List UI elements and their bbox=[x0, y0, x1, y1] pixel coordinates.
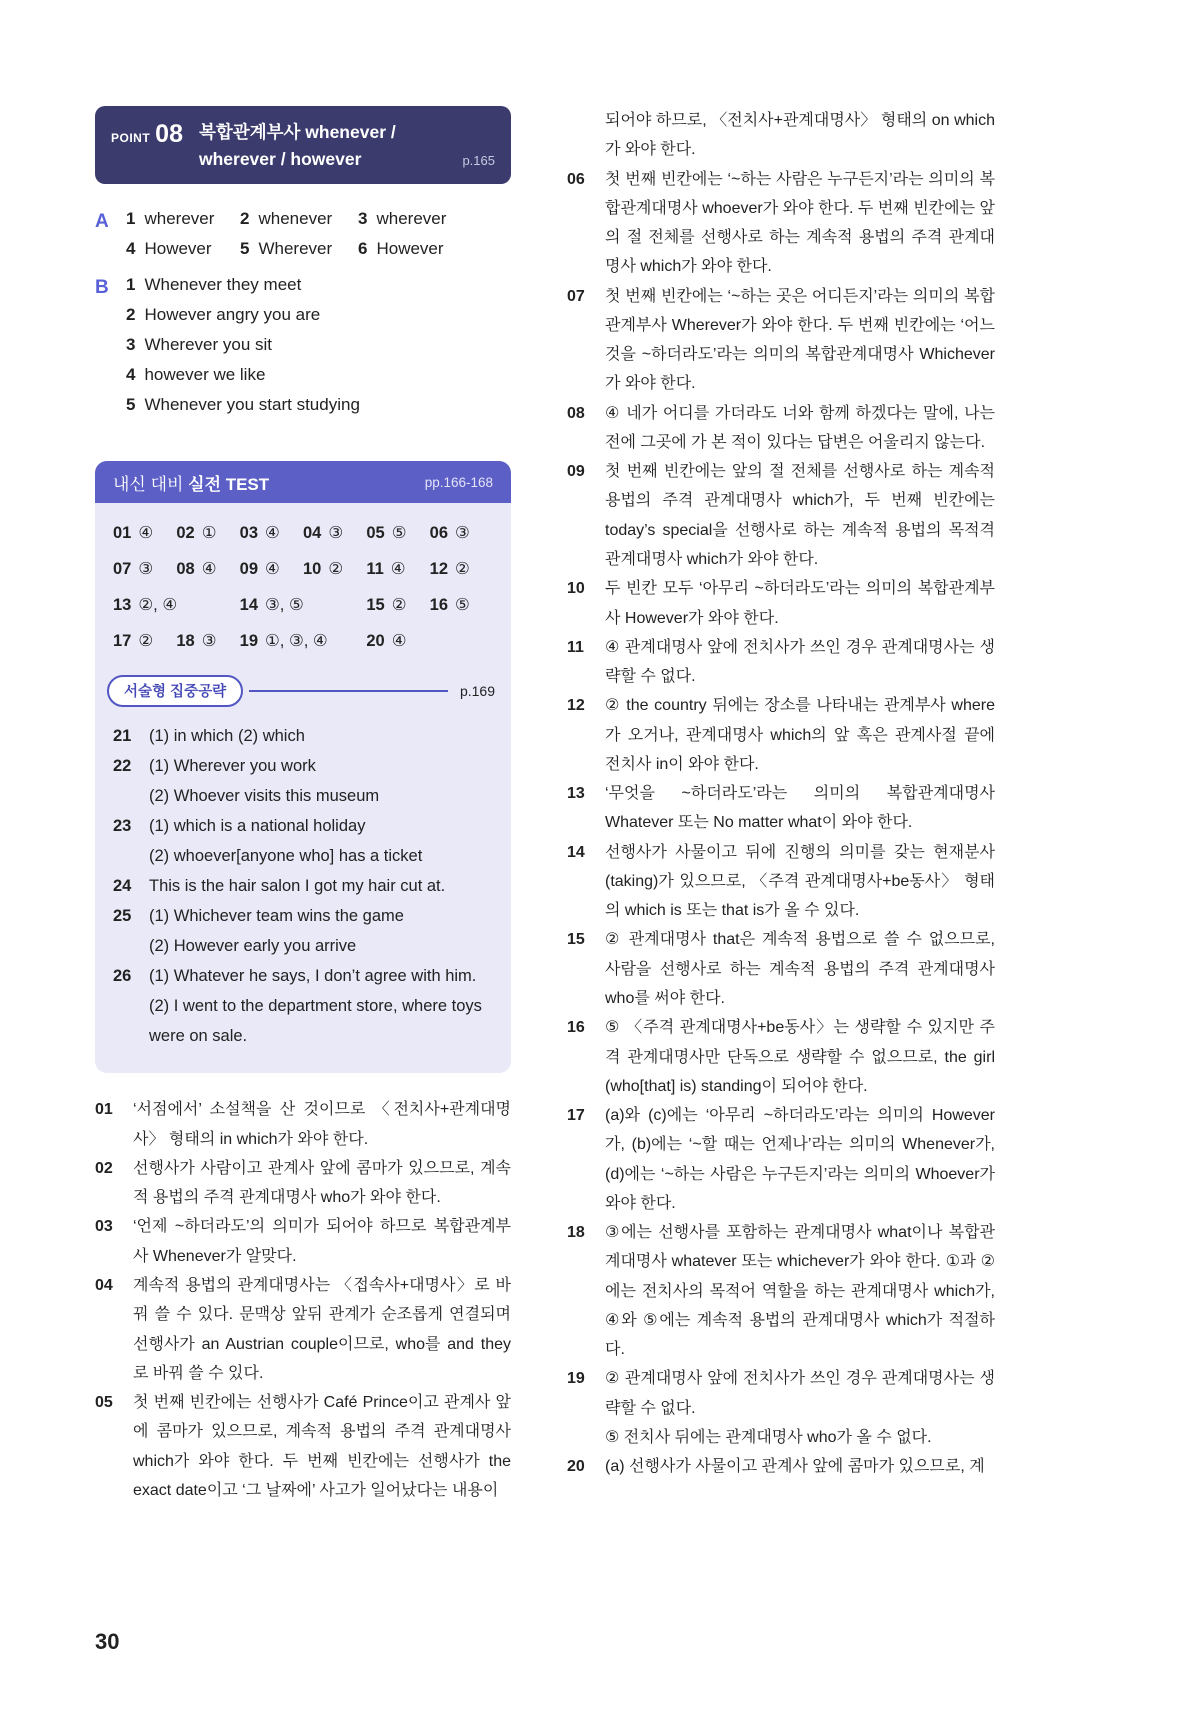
answer-text: Wherever bbox=[258, 239, 333, 259]
explanation-item bbox=[567, 838, 995, 926]
essay-answer-item bbox=[113, 811, 493, 871]
essay-answer-item bbox=[113, 961, 493, 1051]
answer-item bbox=[126, 365, 360, 385]
essay-answer-number: 25 bbox=[113, 907, 132, 926]
explanation-text: (a) 선행사가 사물이고 관계사 앞에 콤마가 있으므로, 계 bbox=[605, 1458, 985, 1476]
explanation-item bbox=[95, 1212, 511, 1271]
exam-test-header bbox=[95, 461, 511, 503]
exam-test-box bbox=[95, 461, 511, 1073]
answer-item bbox=[126, 275, 360, 295]
point-title-line1: 복합관계부사 whenever / bbox=[198, 122, 396, 142]
explanation-item bbox=[567, 691, 995, 779]
explanation-text: ⑤ 〈주격 관계대명사+be동사〉는 생략할 수 있지만 주격 관계대명사만 단독으로 생략할 수 없으므로, the girl (who[that] is) standing이 되어야 한다. bbox=[605, 1019, 995, 1095]
essay-answers bbox=[95, 719, 511, 1073]
explanation-number: 03 bbox=[95, 1218, 113, 1236]
explanation-text: 계속적 용법의 관계대명사는 〈접속사+대명사〉로 바꿔 쓸 수 있다. 문맥상 앞뒤 관계가 순조롭게 연결되며 선행사가 an Austrian couple이므로, who를 and they로 바꿔 쓸 수 있다. bbox=[133, 1277, 511, 1382]
answer-number: 6 bbox=[358, 239, 368, 259]
section-a-answers bbox=[126, 209, 480, 259]
answer-number: 3 bbox=[126, 335, 136, 355]
explanation-number: 18 bbox=[567, 1224, 585, 1242]
explanations-right bbox=[567, 106, 995, 1481]
explanation-number: 10 bbox=[567, 580, 585, 598]
point-header bbox=[95, 106, 511, 184]
answer-grid bbox=[95, 503, 511, 657]
explanation-item bbox=[95, 1095, 511, 1154]
answer-text: Whenever they meet bbox=[144, 275, 302, 295]
essay-answer-item bbox=[113, 871, 493, 901]
answer-number: 2 bbox=[240, 209, 250, 229]
explanation-item bbox=[567, 1364, 995, 1452]
explanation-text: ② 관계대명사 앞에 전치사가 쓰인 경우 관계대명사는 생략할 수 없다. ⑤ 전치사 뒤에는 관계대명사 who가 올 수 없다. bbox=[605, 1370, 995, 1446]
essay-answer-text: This is the hair salon I got my hair cut at. bbox=[149, 877, 446, 896]
explanation-text: 선행사가 사람이고 관계사 앞에 콤마가 있으므로, 계속적 용법의 주격 관계대명사 who가 와야 한다. bbox=[133, 1159, 511, 1207]
essay-answer-text: (1) Whatever he says, I don’t agree with him. (2) I went to the department store, where toys were on sale. bbox=[149, 967, 482, 1046]
explanation-item bbox=[567, 1013, 995, 1101]
explanation-item bbox=[95, 1154, 511, 1213]
essay-page-ref: p.169 bbox=[459, 683, 495, 700]
essay-answer-item bbox=[113, 901, 493, 961]
answer-item bbox=[240, 209, 358, 229]
answer-number: 2 bbox=[126, 305, 136, 325]
answer-text: However angry you are bbox=[144, 305, 321, 325]
explanation-number: 11 bbox=[567, 638, 584, 656]
point-title-line2-row bbox=[199, 146, 495, 173]
explanation-text: 첫 번째 빈칸에는 ‘~하는 사람은 누구든지’라는 의미의 복합관계대명사 whoever가 와야 한다. 두 번째 빈칸에는 앞의 절 전체를 선행사로 하는 계속적 용법의 주격 관계대명사 which가 와야 한다. bbox=[605, 170, 995, 276]
section-a-label: A bbox=[95, 211, 109, 233]
test-answer: 05 ⑤ bbox=[366, 524, 407, 543]
point-title bbox=[199, 119, 495, 173]
explanation-item bbox=[567, 457, 995, 574]
exam-test-title-prefix: 내신 대비 bbox=[113, 475, 189, 495]
test-answer: 18 ③ bbox=[176, 632, 217, 651]
explanation-item bbox=[567, 282, 995, 399]
test-answer: 03 ④ bbox=[239, 524, 280, 543]
explanation-text: (a)와 (c)에는 ‘아무리 ~하더라도’라는 의미의 However가, (b)에는 ‘~할 때는 언제나’라는 의미의 Whenever가, (d)에는 ‘~하는 사람은 누구든지’라는 의미의 Whoever가 와야 한다. bbox=[605, 1107, 995, 1212]
answer-text: wherever bbox=[376, 209, 447, 229]
test-answer: 20 ④ bbox=[366, 632, 407, 651]
explanation-text: 두 빈칸 모두 ‘아무리 ~하더라도’라는 의미의 복합관계부사 However가 와야 한다. bbox=[605, 580, 995, 627]
explanation-text: 선행사가 사물이고 뒤에 진행의 의미를 갖는 현재분사 (taking)가 있으므로, 〈주격 관계대명사+be동사〉 형태의 which is 또는 that is가 올 수 있다. bbox=[605, 843, 995, 920]
essay-answer-text: (1) which is a national holiday (2) whoever[anyone who] has a ticket bbox=[149, 817, 423, 866]
answer-text: Wherever you sit bbox=[144, 335, 273, 355]
explanation-continuation bbox=[567, 106, 995, 165]
test-answer: 19 ①, ③, ④ bbox=[239, 632, 328, 651]
explanation-item bbox=[567, 1101, 995, 1218]
explanation-number: 07 bbox=[567, 287, 585, 305]
explanation-number: 19 bbox=[567, 1370, 585, 1388]
explanation-number: 09 bbox=[567, 463, 585, 481]
essay-answer-text: (1) Whichever team wins the game (2) However early you arrive bbox=[149, 907, 404, 956]
explanation-item bbox=[95, 1388, 511, 1505]
explanation-text: 첫 번째 빈칸에는 앞의 절 전체를 선행사로 하는 계속적 용법의 주격 관계대명사 which가, 두 번째 빈칸에는 today’s special을 선행사로 하는 계속적 용법의 목적격 관계대명사 which가 와야 한다. bbox=[605, 463, 995, 568]
essay-answer-number: 24 bbox=[113, 877, 132, 896]
explanation-number: 20 bbox=[567, 1458, 585, 1476]
test-answer: 17 ② bbox=[113, 632, 154, 651]
essay-answer-item bbox=[113, 751, 493, 811]
test-answer: 01 ④ bbox=[113, 524, 154, 543]
test-answer: 08 ④ bbox=[176, 560, 217, 579]
essay-answer-text: (1) in which (2) which bbox=[149, 727, 305, 746]
test-answer: 04 ③ bbox=[302, 524, 344, 543]
answer-text: However bbox=[144, 239, 212, 259]
explanation-text: 첫 번째 빈칸에는 선행사가 Café Prince이고 관계사 앞에 콤마가 있으므로, 계속적 용법의 주격 관계대명사 which가 와야 한다. 두 번째 빈칸에는 선행사가 the exact date이고 ‘그 날짜에’ 사고가 일어났다는 내용이 bbox=[133, 1394, 511, 1499]
essay-answer-number: 23 bbox=[113, 817, 132, 836]
explanation-text: ② the country 뒤에는 장소를 나타내는 관계부사 where가 오거나, 관계대명사 which의 앞 혹은 관계사절 끝에 전치사 in이 와야 한다. bbox=[605, 697, 995, 773]
essay-answer-text: (1) Wherever you work (2) Whoever visits this museum bbox=[149, 757, 380, 806]
answer-item bbox=[126, 209, 240, 229]
exam-test-title bbox=[113, 470, 269, 495]
explanation-number: 12 bbox=[567, 697, 585, 715]
explanation-text: ‘언제 ~하더라도’의 의미가 되어야 하므로 복합관계부사 Whenever가 알맞다. bbox=[133, 1218, 511, 1265]
explanation-text: ② 관계대명사 that은 계속적 용법으로 쓸 수 없으므로, 사람을 선행사로 하는 계속적 용법의 주격 관계대명사 who를 써야 한다. bbox=[605, 931, 995, 1007]
explanation-number: 14 bbox=[567, 843, 585, 861]
answer-text: however we like bbox=[144, 365, 266, 385]
point-label bbox=[111, 122, 183, 147]
answer-text: Whenever you start studying bbox=[144, 395, 360, 415]
test-answer: 16 ⑤ bbox=[429, 596, 470, 615]
explanation-item bbox=[567, 1218, 995, 1364]
explanation-item bbox=[567, 633, 995, 692]
answer-number: 1 bbox=[126, 275, 136, 295]
explanation-text: ③에는 선행사를 포함하는 관계대명사 what이나 복합관계대명사 whatever 또는 whichever가 와야 한다. ①과 ②에는 전치사의 목적어 역할을 하는 관계대명사 which가, ④와 ⑤에는 계속적 용법의 관계대명사 which가 적절하다. bbox=[605, 1224, 995, 1359]
test-answer: 15 ② bbox=[366, 596, 407, 615]
exam-test-title-bold: 실전 TEST bbox=[188, 475, 270, 495]
point-number: 08 bbox=[155, 120, 183, 148]
answer-item bbox=[126, 239, 240, 259]
explanation-text: 첫 번째 빈칸에는 ‘~하는 곳은 어디든지’라는 의미의 복합관계부사 Wherever가 와야 한다. 두 번째 빈칸에는 ‘어느 것을 ~하더라도’라는 의미의 복합관계대명사 Whichever가 와야 한다. bbox=[605, 287, 995, 393]
test-answer: 06 ③ bbox=[429, 524, 470, 543]
explanation-number: 15 bbox=[567, 931, 585, 949]
explanation-item bbox=[567, 925, 995, 1013]
explanation-item bbox=[567, 1452, 995, 1481]
explanation-text: 되어야 하므로, 〈전치사+관계대명사〉 형태의 on which가 와야 한다. bbox=[605, 112, 995, 159]
left-column bbox=[95, 106, 511, 1505]
explanation-number: 13 bbox=[567, 785, 585, 803]
answer-text: whenever bbox=[258, 209, 333, 229]
explanation-item bbox=[567, 779, 995, 838]
answer-number: 4 bbox=[126, 239, 136, 259]
test-answer: 09 ④ bbox=[239, 560, 280, 579]
explanation-number: 16 bbox=[567, 1019, 585, 1037]
test-answer: 14 ③, ⑤ bbox=[239, 596, 304, 615]
test-answer: 07 ③ bbox=[113, 560, 154, 579]
answer-item bbox=[126, 335, 360, 355]
point-title-line2: wherever / however bbox=[198, 149, 362, 170]
explanation-number: 02 bbox=[95, 1159, 113, 1177]
section-b bbox=[95, 275, 511, 415]
section-b-label: B bbox=[95, 277, 109, 299]
explanation-number bbox=[567, 106, 605, 165]
explanation-number: 04 bbox=[95, 1277, 113, 1295]
answer-number: 1 bbox=[126, 209, 136, 229]
explanation-text: ‘서점에서’ 소설책을 산 것이므로 〈전치사+관계대명사〉 형태의 in which가 와야 한다. bbox=[133, 1101, 511, 1148]
explanation-item bbox=[567, 399, 995, 458]
explanation-number: 17 bbox=[567, 1107, 585, 1125]
answer-item bbox=[358, 239, 480, 259]
point-page-ref: p.165 bbox=[462, 153, 495, 169]
essay-answer-number: 26 bbox=[113, 967, 132, 986]
answer-item bbox=[126, 395, 360, 415]
test-answer: 13 ②, ④ bbox=[113, 596, 178, 615]
explanation-number: 06 bbox=[567, 170, 585, 188]
essay-answer-number: 21 bbox=[113, 727, 132, 746]
answer-number: 5 bbox=[126, 395, 136, 415]
explanation-number: 05 bbox=[95, 1394, 113, 1412]
explanation-item bbox=[567, 574, 995, 633]
explanation-text: ④ 관계대명사 앞에 전치사가 쓰인 경우 관계대명사는 생략할 수 없다. bbox=[605, 638, 995, 686]
page-number: 30 bbox=[95, 1629, 120, 1654]
answer-number: 4 bbox=[126, 365, 136, 385]
test-answer: 02 ① bbox=[176, 524, 217, 543]
test-answer: 12 ② bbox=[429, 560, 470, 579]
explanation-text: ④ 네가 어디를 가더라도 너와 함께 하겠다는 말에, 나는 전에 그곳에 가 본 적이 있다는 답변은 어울리지 않는다. bbox=[605, 404, 995, 451]
explanation-item bbox=[567, 165, 995, 282]
essay-divider-line bbox=[249, 690, 448, 692]
explanation-number: 08 bbox=[567, 404, 585, 422]
explanation-number: 01 bbox=[95, 1101, 113, 1119]
essay-section-badge: 서술형 집중공략 bbox=[107, 675, 243, 707]
answer-item bbox=[126, 305, 360, 325]
answer-number: 3 bbox=[358, 209, 368, 229]
section-a bbox=[95, 209, 511, 259]
explanation-text: ‘무엇을 ~하더라도’라는 의미의 복합관계대명사 Whatever 또는 No matter what이 와야 한다. bbox=[605, 785, 995, 832]
answer-number: 5 bbox=[240, 239, 250, 259]
answer-text: wherever bbox=[144, 209, 215, 229]
test-answer: 11 ④ bbox=[366, 560, 406, 579]
essay-answer-number: 22 bbox=[113, 757, 132, 776]
point-text: POINT bbox=[111, 131, 151, 145]
test-answer: 10 ② bbox=[302, 560, 344, 579]
section-b-answers bbox=[126, 275, 360, 415]
answer-item bbox=[358, 209, 480, 229]
explanations-left bbox=[95, 1095, 511, 1505]
answer-text: However bbox=[376, 239, 444, 259]
answer-item bbox=[240, 239, 358, 259]
exam-test-page-ref: pp.166-168 bbox=[424, 475, 493, 491]
right-column bbox=[567, 106, 995, 1481]
explanation-item bbox=[95, 1271, 511, 1388]
essay-answer-item bbox=[113, 721, 493, 751]
essay-section-header bbox=[107, 675, 495, 707]
